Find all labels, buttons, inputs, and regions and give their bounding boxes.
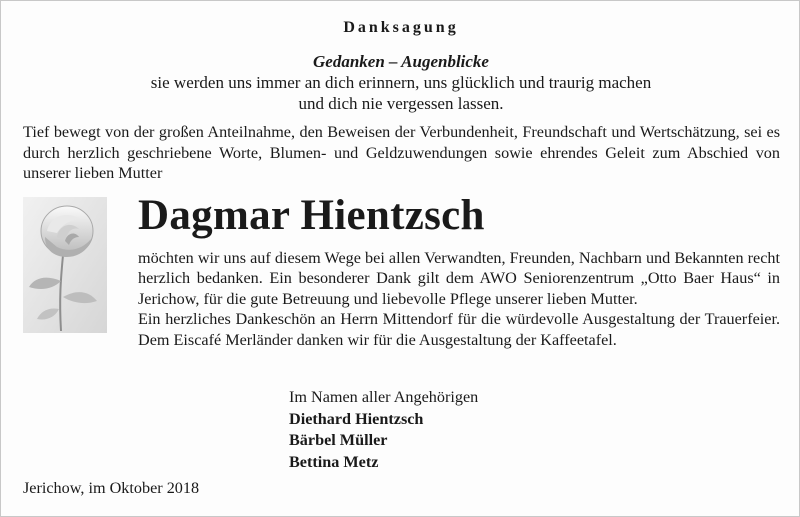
body-paragraph: möchten wir uns auf diesem Wege bei allen Verwandten, Freunden, Nachbarn und Bekannten recht herzlich bedanken. Ein besonderer Dank gilt dem AWO Seniorenzentrum „Otto Baer Haus“ in Jerichow, für die gute Betreuung und liebevolle Pflege unserer lieben Mutter. [138, 249, 780, 308]
deceased-name: Dagmar Hientzsch [138, 192, 485, 239]
place-date: Jerichow, im Oktober 2018 [23, 479, 200, 497]
body-text [138, 248, 780, 350]
intro-paragraph: Tief bewegt von der großen Anteilnahme, den Beweisen der Verbundenheit, Freundschaft und Wertschätzung, sei es durch herzlich geschriebene Worte, Blumen- und Geldzuwendungen sowie ehrendes Geleit zum Abschied von unserer lieben Mutter [23, 123, 780, 182]
rose-icon [23, 197, 107, 333]
notice-heading: Danksagung [343, 19, 459, 36]
signer-name: Bärbel Müller [289, 431, 388, 449]
motto-title: Gedanken – Augenblicke [313, 52, 489, 71]
signer-name: Diethard Hientzsch [289, 409, 424, 428]
motto-line: sie werden uns immer an dich erinnern, uns glücklich und traurig machen [150, 73, 652, 92]
signer-name: Bettina Metz [289, 452, 379, 471]
signature-block [289, 387, 478, 473]
signature-intro: Im Namen aller Angehörigen [289, 388, 479, 406]
motto [1, 51, 800, 114]
motto-line: und dich nie vergessen lassen. [298, 94, 504, 113]
body-paragraph: Ein herzliches Dankeschön an Herrn Mittendorf für die würdevolle Ausgestaltung der Trauerfeier. Dem Eiscafé Merländer danken wir für die Ausgestaltung der Kaffeetafel. [138, 310, 780, 349]
